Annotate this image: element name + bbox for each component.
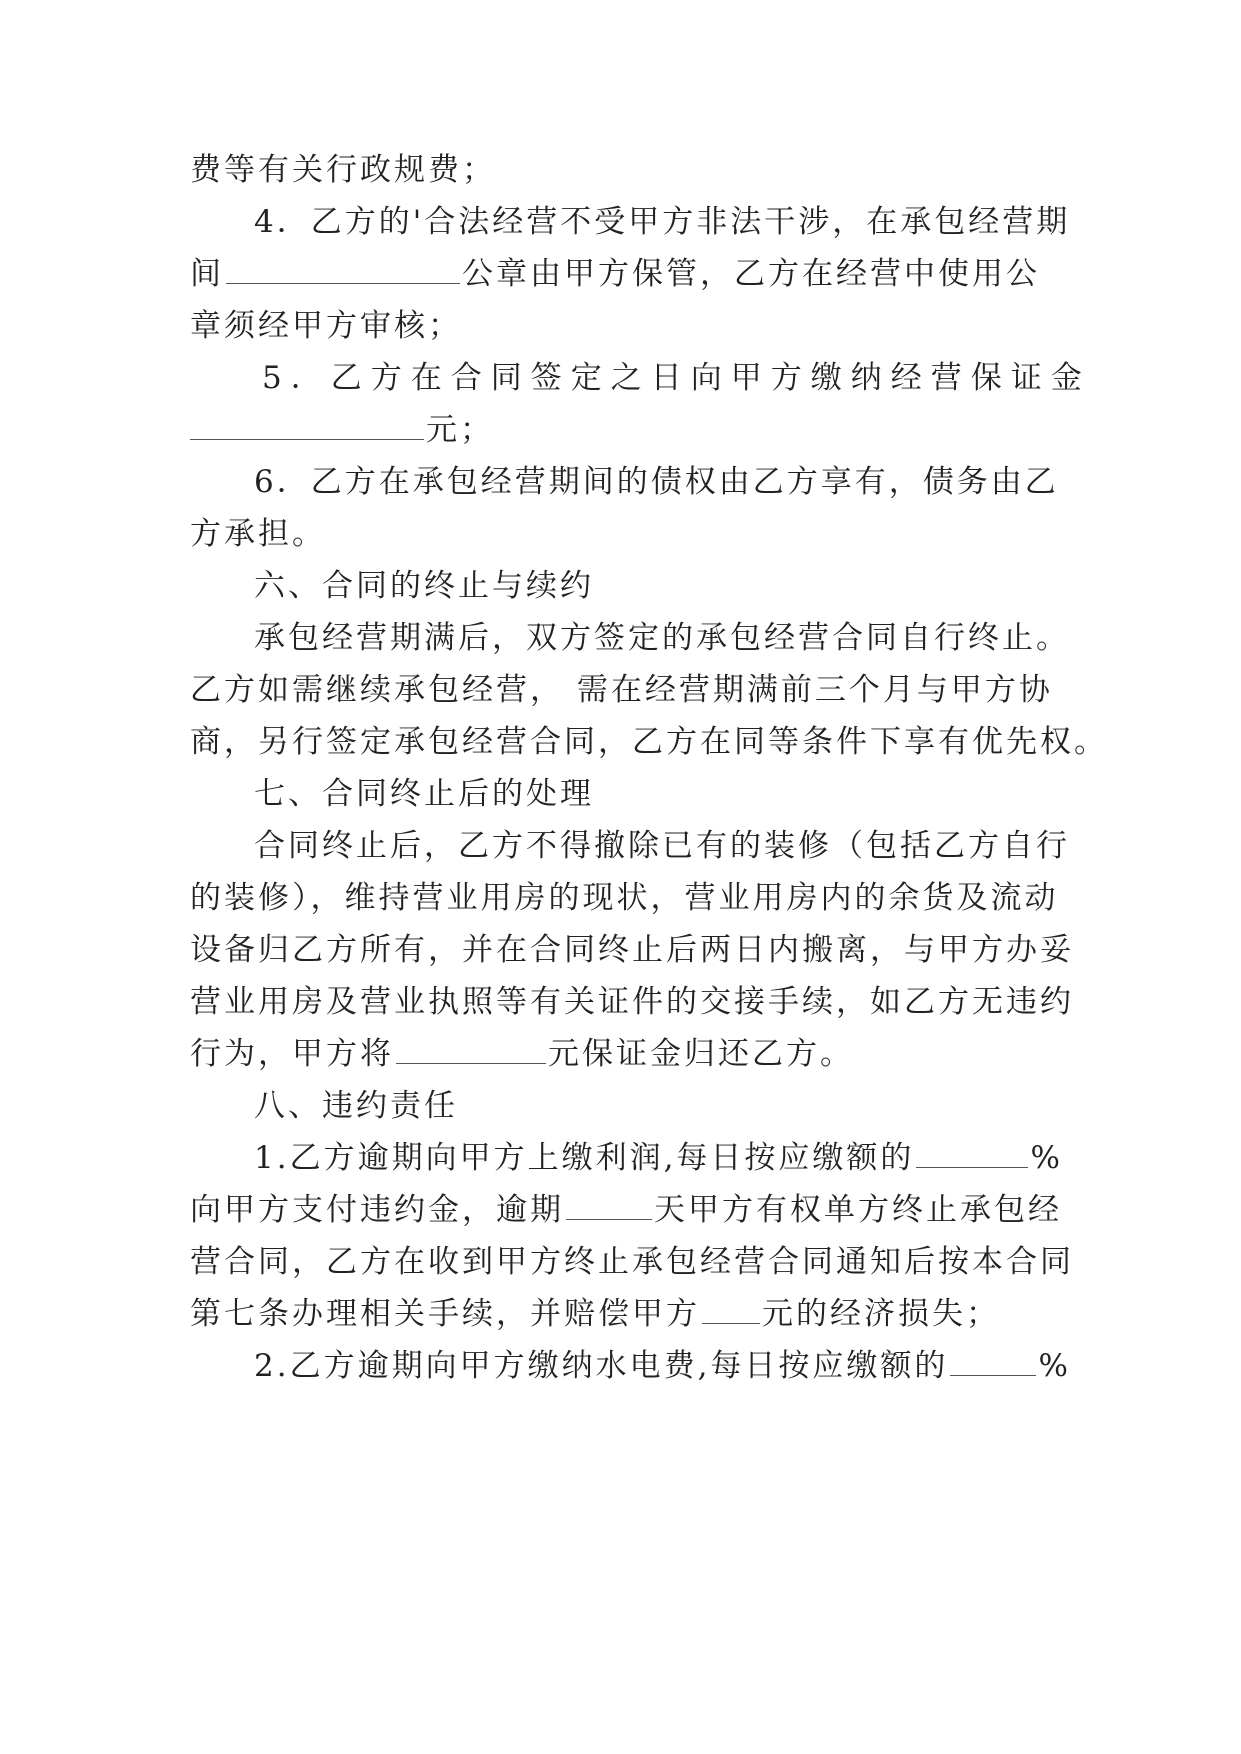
text-segment: 6．乙方在承包经营期间的债权由乙方享有，债务由乙 xyxy=(254,464,1059,500)
clause-2-line xyxy=(254,1346,1071,1386)
text-line xyxy=(190,1034,854,1074)
text-line xyxy=(190,722,1108,762)
clause-1-line xyxy=(254,1138,1063,1178)
text-segment: 乙方如需继续承包经营， 需在经营期满前三个月与甲方协 xyxy=(190,672,1053,708)
text-line xyxy=(190,254,1040,294)
section-heading-7 xyxy=(254,774,594,814)
text-line xyxy=(190,306,462,346)
text-segment: % xyxy=(1038,1348,1071,1384)
text-segment: 合同终止后，乙方不得撤除已有的装修（包括乙方自行 xyxy=(254,828,1070,864)
text-segment: 商，另行签定承包经营合同，乙方在同等条件下享有优先权。 xyxy=(190,724,1108,760)
text-line xyxy=(190,1242,1074,1282)
text-line xyxy=(190,930,1074,970)
fill-in-blank xyxy=(566,1191,652,1220)
text-line xyxy=(190,410,494,450)
text-segment: 元的经济损失； xyxy=(762,1296,1000,1332)
text-segment: 元保证金归还乙方。 xyxy=(548,1036,854,1072)
text-segment: 4．乙方的'合法经营不受甲方非法干涉，在承包经营期 xyxy=(254,204,1071,240)
text-segment: 八、违约责任 xyxy=(254,1088,458,1124)
text-segment: 第七条办理相关手续，并赔偿甲方 xyxy=(190,1296,700,1332)
section-heading-8 xyxy=(254,1086,458,1126)
fill-in-blank xyxy=(916,1139,1028,1168)
fill-in-blank xyxy=(396,1035,546,1064)
text-segment: 七、合同终止后的处理 xyxy=(254,776,594,812)
text-segment: 5．乙方在合同签定之日向甲方缴纳经营保证金 xyxy=(262,360,1091,396)
text-segment: 六、合同的终止与续约 xyxy=(254,568,594,604)
text-segment: 方承担。 xyxy=(190,516,326,552)
text-line xyxy=(190,878,1059,918)
text-line xyxy=(190,670,1053,710)
text-segment: % xyxy=(1030,1140,1063,1176)
fill-in-blank xyxy=(190,411,424,440)
fill-in-blank xyxy=(702,1295,760,1324)
text-segment: 行为，甲方将 xyxy=(190,1036,394,1072)
text-segment: 间 xyxy=(190,256,224,292)
text-segment: 元； xyxy=(426,412,494,448)
text-segment: 公章由甲方保管，乙方在经营中使用公 xyxy=(462,256,1040,292)
text-segment: 章须经甲方审核； xyxy=(190,308,462,344)
clause-5-line xyxy=(262,358,1091,398)
text-line xyxy=(190,150,496,190)
text-line xyxy=(190,1294,1000,1334)
text-segment: 的装修），维持营业用房的现状，营业用房内的余货及流动 xyxy=(190,880,1059,916)
text-segment: 营合同，乙方在收到甲方终止承包经营合同通知后按本合同 xyxy=(190,1244,1074,1280)
text-line xyxy=(254,618,1070,658)
fill-in-blank xyxy=(226,255,460,284)
text-segment: 承包经营期满后，双方签定的承包经营合同自行终止。 xyxy=(254,620,1070,656)
text-segment: 2.乙方逾期向甲方缴纳水电费,每日按应缴额的 xyxy=(254,1348,949,1384)
text-line xyxy=(190,514,326,554)
fill-in-blank xyxy=(950,1347,1036,1376)
text-segment: 1.乙方逾期向甲方上缴利润,每日按应缴额的 xyxy=(254,1140,915,1176)
text-line xyxy=(190,982,1074,1022)
text-line xyxy=(190,1190,1062,1230)
text-line xyxy=(254,826,1070,866)
text-segment: 营业用房及营业执照等有关证件的交接手续，如乙方无违约 xyxy=(190,984,1074,1020)
text-segment: 天甲方有权单方终止承包经 xyxy=(654,1192,1062,1228)
text-segment: 设备归乙方所有，并在合同终止后两日内搬离，与甲方办妥 xyxy=(190,932,1074,968)
section-heading-6 xyxy=(254,566,594,606)
clause-6-line xyxy=(254,462,1059,502)
text-segment: 向甲方支付违约金，逾期 xyxy=(190,1192,564,1228)
clause-4-line xyxy=(254,202,1070,242)
text-segment: 费等有关行政规费； xyxy=(190,152,496,188)
